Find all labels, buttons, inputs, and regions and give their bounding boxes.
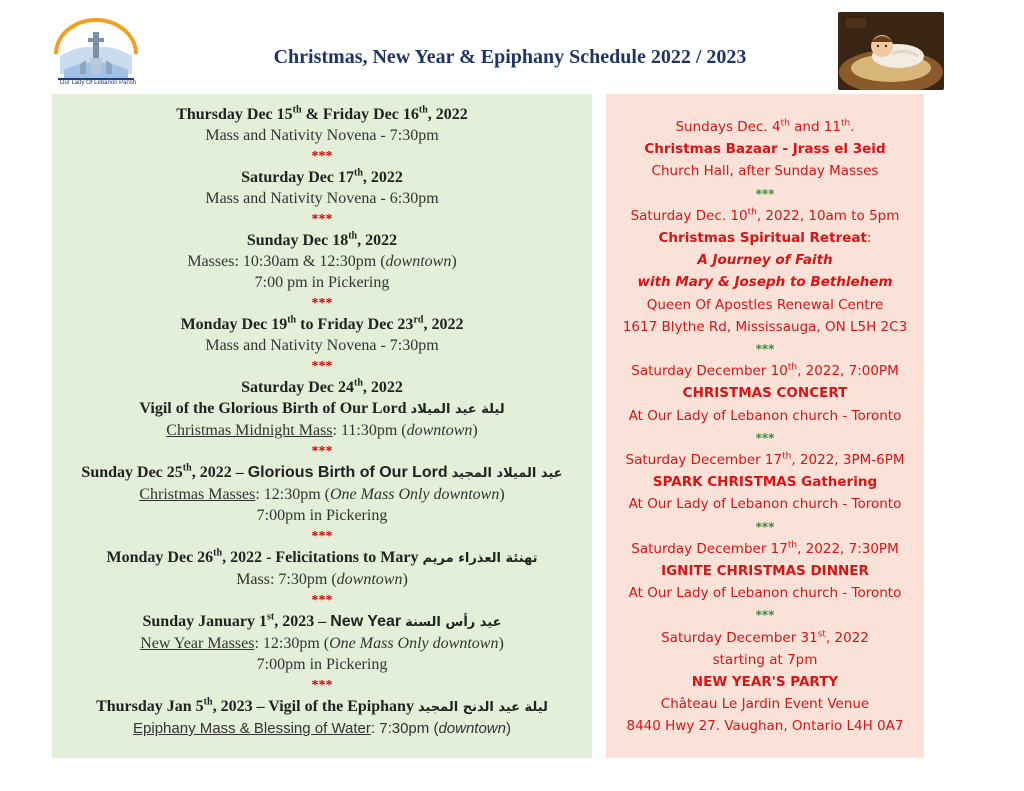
- event-address: 8440 Hwy 27. Vaughan, Ontario L4H 0A7: [626, 718, 904, 735]
- service-detail: Mass and Nativity Novena - 6:30pm: [205, 190, 439, 207]
- separator: ***: [311, 149, 333, 164]
- event-address: 1617 Blythe Rd, Mississauga, ON L5H 2C3: [622, 318, 908, 335]
- service-detail: 7:00pm in Pickering: [256, 507, 388, 524]
- logo-caption: Our Lady Of Lebanon Parish: [59, 80, 137, 86]
- separator: ***: [311, 593, 333, 608]
- separator: ***: [311, 529, 333, 544]
- events-list: [606, 116, 924, 738]
- service-heading-dec26: Monday Dec 26th, 2022 - Felicitations to Mary تهنئة العذراء مريم: [106, 547, 538, 566]
- separator: ***: [755, 519, 775, 534]
- service-detail: 7:00pm in Pickering: [256, 656, 388, 673]
- separator: ***: [755, 342, 775, 357]
- separator: ***: [311, 359, 333, 374]
- service-heading-dec19: Monday Dec 19th to Friday Dec 23rd, 2022: [180, 314, 464, 333]
- event-date: Saturday Dec. 10th, 2022, 10am to 5pm: [630, 207, 900, 224]
- service-detail: Christmas Masses: 12:30pm (One Mass Only downtown): [139, 486, 505, 503]
- event-location: At Our Lady of Lebanon church - Toronto: [628, 585, 902, 602]
- service-heading-dec15: Thursday Dec 15th & Friday Dec 16th, 2022: [176, 104, 468, 123]
- service-heading-dec25: Sunday Dec 25th, 2022 – Glorious Birth of Our Lord عيد الميلاد المجيد: [81, 462, 563, 481]
- event-date: Sundays Dec. 4th and 11th.: [675, 118, 855, 135]
- service-heading-dec24: Saturday Dec 24th, 2022: [241, 377, 403, 396]
- separator: ***: [311, 678, 333, 693]
- service-detail: Mass and Nativity Novena - 7:30pm: [205, 127, 439, 144]
- service-heading-dec17: Saturday Dec 17th, 2022: [241, 167, 403, 186]
- service-detail: Christmas Midnight Mass: 11:30pm (downtown): [166, 422, 478, 439]
- event-location: At Our Lady of Lebanon church - Toronto: [628, 407, 902, 424]
- services-list: [52, 104, 592, 739]
- service-detail: Mass: 7:30pm (downtown): [236, 571, 408, 588]
- separator: ***: [311, 296, 333, 311]
- service-detail: New Year Masses: 12:30pm (One Mass Only downtown): [140, 635, 504, 652]
- separator: ***: [755, 608, 775, 623]
- service-detail: 7:00 pm in Pickering: [254, 274, 390, 291]
- parish-logo: [50, 14, 142, 90]
- page-title: Christmas, New Year & Epiphany Schedule 2022 / 2023: [273, 46, 747, 68]
- service-heading-jan1: Sunday January 1st, 2023 – New Year عيد رأس السنة: [142, 611, 502, 630]
- service-detail: Masses: 10:30am & 12:30pm (downtown): [187, 253, 457, 270]
- event-date: Saturday December 17th, 2022, 3PM-6PM: [625, 451, 905, 469]
- event-date: Saturday December 17th, 2022, 7:30PM: [631, 540, 899, 557]
- separator: ***: [755, 186, 775, 201]
- event-location: Château Le Jardin Event Venue: [660, 696, 870, 713]
- service-heading-dec18: Sunday Dec 18th, 2022: [246, 230, 398, 249]
- event-title: Christmas Bazaar - Jrass el 3eid: [644, 141, 886, 158]
- event-location: Queen Of Apostles Renewal Centre: [646, 296, 884, 313]
- event-title: NEW YEAR'S PARTY: [691, 674, 839, 691]
- nativity-image: [838, 12, 944, 90]
- event-date: Saturday December 31st, 2022: [661, 629, 869, 646]
- event-location: Church Hall, after Sunday Masses: [651, 163, 879, 180]
- separator: ***: [311, 212, 333, 227]
- event-title: IGNITE CHRISTMAS DINNER: [661, 563, 869, 580]
- event-title: SPARK CHRISTMAS Gathering: [652, 474, 878, 491]
- service-detail: Vigil of the Glorious Birth of Our Lord ليلة عيد الميلاد: [139, 400, 505, 417]
- event-subtitle: with Mary & Joseph to Bethlehem: [637, 274, 893, 291]
- service-heading-jan5: Thursday Jan 5th, 2023 – Vigil of the Epiphany ليلة عيد الدنح المجيد: [96, 696, 548, 715]
- separator: ***: [755, 430, 775, 445]
- event-time: starting at 7pm: [712, 651, 818, 668]
- event-date: Saturday December 10th, 2022, 7:00PM: [631, 362, 899, 380]
- event-location: At Our Lady of Lebanon church - Toronto: [628, 496, 902, 513]
- separator: ***: [311, 444, 333, 459]
- service-detail: Mass and Nativity Novena - 7:30pm: [205, 337, 439, 354]
- event-title: CHRISTMAS CONCERT: [682, 385, 848, 402]
- service-detail: Epiphany Mass & Blessing of Water: 7:30pm (downtown): [133, 720, 511, 737]
- event-title: Christmas Spiritual Retreat:: [658, 230, 872, 247]
- event-subtitle: A Journey of Faith: [697, 252, 833, 269]
